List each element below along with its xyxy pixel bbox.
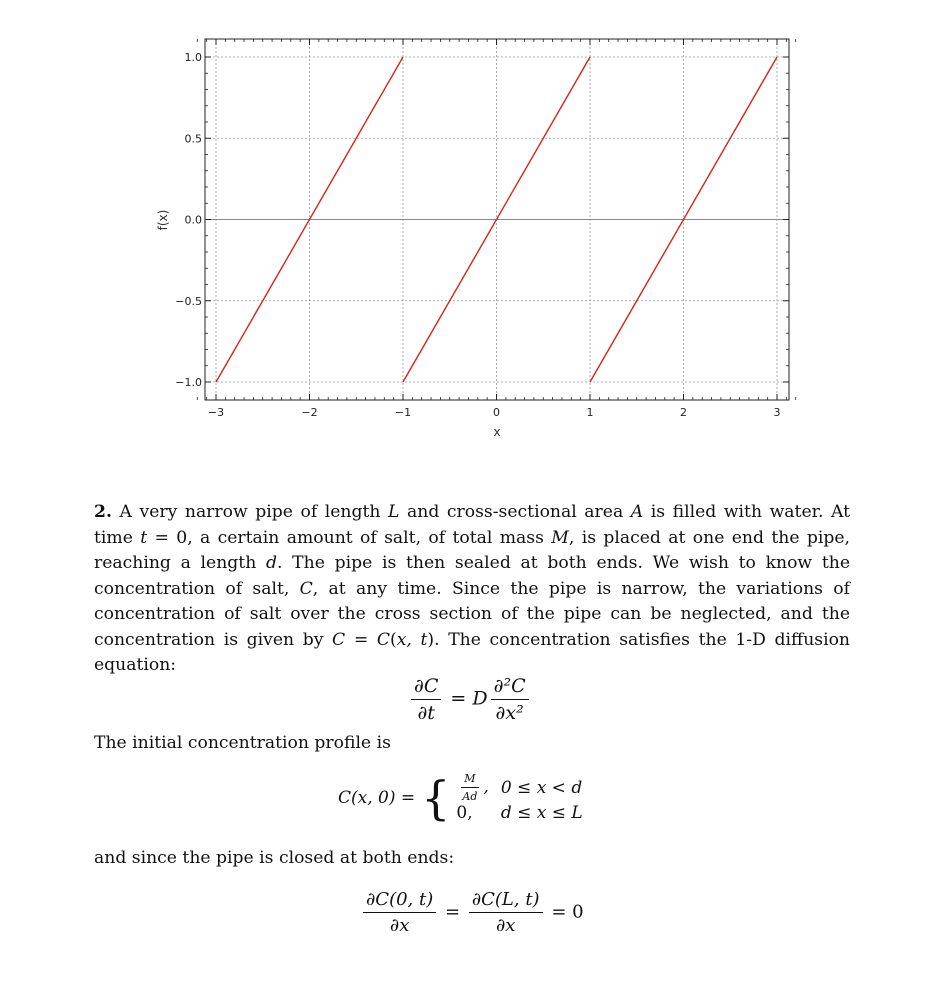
x-tick-label: 2 <box>680 406 687 419</box>
text-run: ( <box>390 629 397 650</box>
axis-ticks <box>175 39 795 419</box>
y-tick-label: 0.0 <box>184 213 202 227</box>
closed-ends-label: and since the pipe is closed at both ends: <box>94 848 455 868</box>
eq2-cases <box>450 772 588 823</box>
eq3-num1: ∂C(0, t) <box>363 889 436 913</box>
initial-profile-label: The initial concentration profile is <box>94 733 391 753</box>
inline-math: C <box>332 629 346 650</box>
eq2-case2-condition: d ≤ x ≤ L <box>500 803 583 823</box>
y-axis-label: f(x) <box>156 209 170 231</box>
eq1-lhs-numerator: ∂C <box>411 675 441 700</box>
eq2-case1-denominator: Ad <box>462 790 478 803</box>
eq1-equals: = <box>450 687 467 710</box>
y-tick-label: −1.0 <box>175 376 202 389</box>
eq3-equals: = <box>445 901 461 923</box>
text-run: = 0, a certain amount of salt, of total mass <box>147 527 552 548</box>
x-tick-label: 1 <box>586 406 594 419</box>
problem-body <box>94 502 850 675</box>
eq3-num2: ∂C(L, t) <box>469 889 543 913</box>
eq2-case1-numerator: M <box>461 772 478 788</box>
text-run: is filled with water. At time <box>94 502 850 548</box>
boundary-condition-equation <box>360 889 584 936</box>
x-tick-label: −2 <box>301 406 318 419</box>
eq3-den2: ∂x <box>495 915 516 936</box>
x-tick-label: 0 <box>493 406 500 419</box>
text-run: A very narrow pipe of length <box>111 502 389 522</box>
eq1-rhs-numerator: ∂²C <box>491 675 529 700</box>
inline-math: d <box>266 553 278 573</box>
initial-condition-equation <box>338 772 589 823</box>
eq2-brace: { <box>421 770 451 825</box>
problem-paragraph <box>94 500 850 679</box>
text-run: , is placed at one end the pipe, reaching a length <box>94 527 851 573</box>
eq1-coefficient: D <box>472 687 488 710</box>
eq2-case1-condition: 0 ≤ x < d <box>500 777 583 798</box>
problem-text <box>94 500 850 679</box>
y-tick-label: −0.5 <box>175 294 202 308</box>
x-tick-label: −3 <box>207 406 225 419</box>
eq2-case2-value: 0, <box>456 803 473 823</box>
y-tick-label: 1.0 <box>184 51 202 64</box>
inline-math: C <box>299 578 313 599</box>
eq1-lhs-denominator: ∂t <box>417 702 435 724</box>
inline-math: C <box>376 629 390 650</box>
text-run: . The pipe is then sealed at both ends. We wish to know the concentration of salt, <box>94 553 850 599</box>
y-tick-label: 0.5 <box>184 132 202 146</box>
eq3-tail: = 0 <box>551 901 584 923</box>
inline-math: L <box>388 502 400 522</box>
eq2-lhs: C(x, 0) = <box>338 787 416 808</box>
problem-number: 2. <box>94 502 112 522</box>
x-tick-label: −1 <box>394 406 412 419</box>
eq2-case1-comma: , <box>483 777 489 797</box>
inline-math: x, t <box>396 629 428 650</box>
inline-math: M <box>551 527 569 548</box>
diffusion-equation <box>408 675 532 724</box>
text-run: and cross-sectional area <box>399 502 631 522</box>
eq1-rhs-denominator: ∂x² <box>495 702 524 724</box>
eq3-den1: ∂x <box>389 915 410 936</box>
x-axis-label: x <box>493 425 501 439</box>
inline-math: A <box>630 502 644 522</box>
text-run: ). The concentration satisfies the 1-D diffusion equation: <box>94 629 851 675</box>
text-run: , at any time. Since the pipe is narrow, the variations of concentration of salt over the cross section of the pipe can be neglected, and the concentration is given by <box>94 578 850 650</box>
sawtooth-chart <box>0 0 927 470</box>
text-run: = <box>345 629 377 650</box>
inline-math: t <box>140 527 148 548</box>
x-tick-label: 3 <box>773 406 781 419</box>
